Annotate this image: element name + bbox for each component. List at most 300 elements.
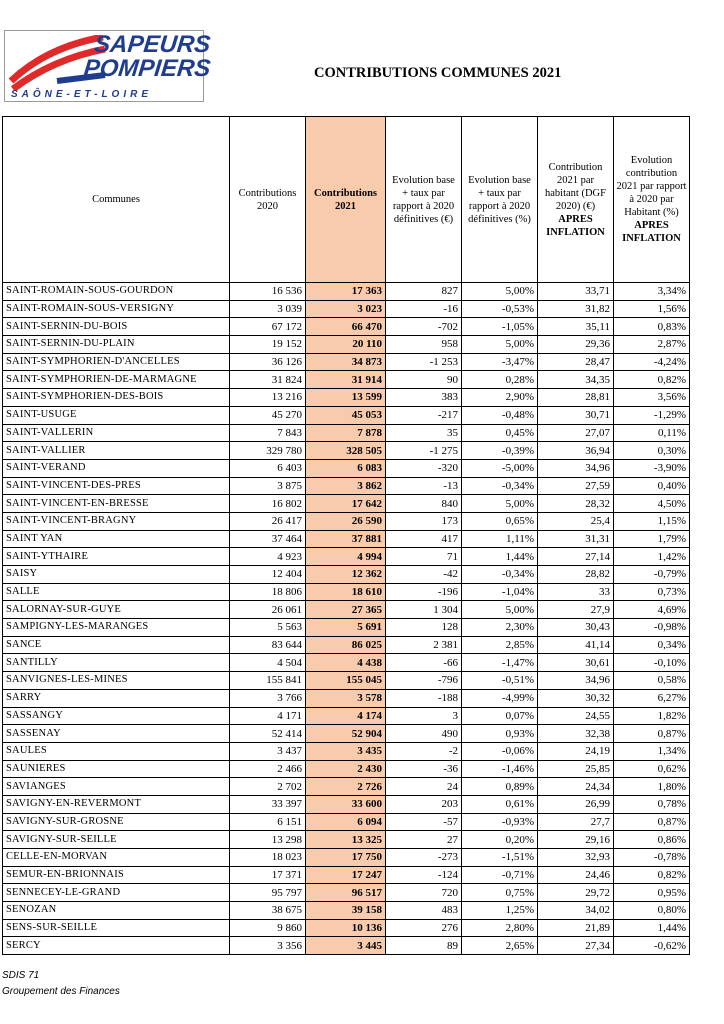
evolution-eur-cell: 490 (386, 725, 462, 743)
contribution-2020-cell: 67 172 (230, 318, 306, 336)
evolution-per-habitant-cell: 0,82% (614, 371, 690, 389)
contribution-per-habitant-cell: 27,07 (538, 424, 614, 442)
contribution-2021-cell: 26 590 (306, 512, 386, 530)
contribution-per-habitant-cell: 27,7 (538, 813, 614, 831)
evolution-eur-cell: -36 (386, 760, 462, 778)
contribution-2021-cell: 10 136 (306, 919, 386, 937)
commune-name-cell: SALLE (3, 583, 230, 601)
evolution-pct-cell: 0,93% (462, 725, 538, 743)
commune-name-cell: SANCE (3, 636, 230, 654)
commune-name-cell: SARRY (3, 689, 230, 707)
contribution-2020-cell: 36 126 (230, 353, 306, 371)
commune-name-cell: SAINT-USUGE (3, 406, 230, 424)
contribution-2021-cell: 6 094 (306, 813, 386, 831)
table-row (3, 831, 690, 849)
evolution-pct-cell: 2,30% (462, 619, 538, 637)
commune-name-cell: SAMPIGNY-LES-MARANGES (3, 619, 230, 637)
evolution-per-habitant-cell: -0,79% (614, 566, 690, 584)
contribution-2021-cell: 4 174 (306, 707, 386, 725)
contribution-2021-cell: 2 430 (306, 760, 386, 778)
contribution-per-habitant-cell: 24,46 (538, 866, 614, 884)
header-per-hab-text: Contribution 2021 par habitant (DGF 2020) (€) (545, 161, 606, 212)
evolution-pct-cell: -3,47% (462, 353, 538, 371)
evolution-pct-cell: 0,75% (462, 884, 538, 902)
header-contributions-2020: Contributions 2020 (230, 117, 306, 283)
commune-name-cell: SAINT-VINCENT-DES-PRES (3, 477, 230, 495)
evolution-pct-cell: 5,00% (462, 336, 538, 354)
contribution-2021-cell: 2 726 (306, 778, 386, 796)
evolution-per-habitant-cell: -1,29% (614, 406, 690, 424)
commune-name-cell: SAVIGNY-SUR-SEILLE (3, 831, 230, 849)
contribution-2021-cell: 33 600 (306, 795, 386, 813)
contribution-2020-cell: 3 437 (230, 742, 306, 760)
commune-name-cell: SASSENAY (3, 725, 230, 743)
evolution-eur-cell: 24 (386, 778, 462, 796)
evolution-pct-cell: -0,06% (462, 742, 538, 760)
contribution-2021-cell: 27 365 (306, 601, 386, 619)
contribution-2021-cell: 7 878 (306, 424, 386, 442)
evolution-per-habitant-cell: 0,40% (614, 477, 690, 495)
table-row (3, 512, 690, 530)
contribution-per-habitant-cell: 27,59 (538, 477, 614, 495)
evolution-pct-cell: 0,89% (462, 778, 538, 796)
contribution-per-habitant-cell: 31,82 (538, 300, 614, 318)
contribution-per-habitant-cell: 36,94 (538, 442, 614, 460)
evolution-per-habitant-cell: 0,80% (614, 902, 690, 920)
table-row (3, 353, 690, 371)
contribution-per-habitant-cell: 30,71 (538, 406, 614, 424)
evolution-eur-cell: 27 (386, 831, 462, 849)
evolution-pct-cell: -1,47% (462, 654, 538, 672)
commune-name-cell: SAINT-SYMPHORIEN-D'ANCELLES (3, 353, 230, 371)
evolution-pct-cell: 0,61% (462, 795, 538, 813)
evolution-pct-cell: -0,93% (462, 813, 538, 831)
table-row (3, 689, 690, 707)
contribution-2020-cell: 3 875 (230, 477, 306, 495)
evolution-pct-cell: 5,00% (462, 601, 538, 619)
evolution-per-habitant-cell: 1,56% (614, 300, 690, 318)
table-row (3, 548, 690, 566)
evolution-eur-cell: 840 (386, 495, 462, 513)
commune-name-cell: SAUNIERES (3, 760, 230, 778)
evolution-per-habitant-cell: 1,79% (614, 530, 690, 548)
contribution-per-habitant-cell: 25,85 (538, 760, 614, 778)
contribution-2020-cell: 6 403 (230, 459, 306, 477)
evolution-per-habitant-cell: -0,10% (614, 654, 690, 672)
contribution-per-habitant-cell: 28,81 (538, 389, 614, 407)
contribution-2020-cell: 19 152 (230, 336, 306, 354)
table-row (3, 760, 690, 778)
evolution-eur-cell: -124 (386, 866, 462, 884)
evolution-per-habitant-cell: -0,62% (614, 937, 690, 955)
contribution-2020-cell: 83 644 (230, 636, 306, 654)
evolution-pct-cell: -0,48% (462, 406, 538, 424)
commune-name-cell: SAVIANGES (3, 778, 230, 796)
evolution-per-habitant-cell: 3,56% (614, 389, 690, 407)
commune-name-cell: SAINT-SERNIN-DU-PLAIN (3, 336, 230, 354)
commune-name-cell: SAINT-VERAND (3, 459, 230, 477)
evolution-eur-cell: -188 (386, 689, 462, 707)
commune-name-cell: SAINT-ROMAIN-SOUS-VERSIGNY (3, 300, 230, 318)
contribution-2020-cell: 26 417 (230, 512, 306, 530)
evolution-pct-cell: -0,71% (462, 866, 538, 884)
contribution-2021-cell: 45 053 (306, 406, 386, 424)
evolution-per-habitant-cell: 0,58% (614, 672, 690, 690)
contribution-2020-cell: 38 675 (230, 902, 306, 920)
evolution-per-habitant-cell: 1,82% (614, 707, 690, 725)
evolution-per-habitant-cell: 1,44% (614, 919, 690, 937)
contribution-2020-cell: 4 171 (230, 707, 306, 725)
table-row (3, 725, 690, 743)
evolution-per-habitant-cell: 0,87% (614, 725, 690, 743)
commune-name-cell: SAINT YAN (3, 530, 230, 548)
evolution-pct-cell: 1,25% (462, 902, 538, 920)
table-row (3, 318, 690, 336)
table-row (3, 283, 690, 301)
contribution-2021-cell: 3 445 (306, 937, 386, 955)
contribution-2020-cell: 37 464 (230, 530, 306, 548)
commune-name-cell: SENNECEY-LE-GRAND (3, 884, 230, 902)
table-row (3, 742, 690, 760)
table-row (3, 937, 690, 955)
contribution-per-habitant-cell: 29,16 (538, 831, 614, 849)
evolution-eur-cell: 958 (386, 336, 462, 354)
evolution-pct-cell: 1,44% (462, 548, 538, 566)
table-row (3, 300, 690, 318)
evolution-eur-cell: 128 (386, 619, 462, 637)
evolution-eur-cell: 1 304 (386, 601, 462, 619)
evolution-eur-cell: 483 (386, 902, 462, 920)
contribution-2021-cell: 5 691 (306, 619, 386, 637)
header-evolution-eur: Evolution base + taux par rapport à 2020 définitives (€) (386, 117, 462, 283)
table-row (3, 795, 690, 813)
contribution-per-habitant-cell: 30,32 (538, 689, 614, 707)
evolution-eur-cell: -702 (386, 318, 462, 336)
table-row (3, 566, 690, 584)
contribution-2020-cell: 18 806 (230, 583, 306, 601)
contribution-per-habitant-cell: 27,9 (538, 601, 614, 619)
sdis-logo (4, 30, 212, 102)
evolution-eur-cell: -13 (386, 477, 462, 495)
contribution-2021-cell: 12 362 (306, 566, 386, 584)
commune-name-cell: SAVIGNY-EN-REVERMONT (3, 795, 230, 813)
evolution-per-habitant-cell: -3,90% (614, 459, 690, 477)
contribution-2020-cell: 9 860 (230, 919, 306, 937)
evolution-per-habitant-cell: 0,83% (614, 318, 690, 336)
contribution-per-habitant-cell: 34,02 (538, 902, 614, 920)
contribution-per-habitant-cell: 30,61 (538, 654, 614, 672)
commune-name-cell: SANTILLY (3, 654, 230, 672)
contribution-2020-cell: 45 270 (230, 406, 306, 424)
evolution-eur-cell: -66 (386, 654, 462, 672)
evolution-pct-cell: 2,65% (462, 937, 538, 955)
contribution-2021-cell: 13 599 (306, 389, 386, 407)
table-row (3, 389, 690, 407)
evolution-per-habitant-cell: 0,87% (614, 813, 690, 831)
evolution-per-habitant-cell: 0,95% (614, 884, 690, 902)
evolution-pct-cell: -1,04% (462, 583, 538, 601)
evolution-pct-cell: 2,80% (462, 919, 538, 937)
contribution-2020-cell: 33 397 (230, 795, 306, 813)
table-row (3, 406, 690, 424)
evolution-eur-cell: 3 (386, 707, 462, 725)
header-evolution-per-habitant (614, 117, 690, 283)
header-per-hab-bold: APRES INFLATION (546, 213, 605, 238)
footer-org: SDIS 71 (2, 970, 40, 981)
contribution-2020-cell: 7 843 (230, 424, 306, 442)
logo-line2: POMPIERS (82, 55, 212, 82)
contribution-2020-cell: 18 023 (230, 849, 306, 867)
evolution-pct-cell: -1,51% (462, 849, 538, 867)
footer-dept: Groupement des Finances (2, 986, 120, 997)
table-row (3, 424, 690, 442)
evolution-per-habitant-cell: 0,62% (614, 760, 690, 778)
evolution-pct-cell: 5,00% (462, 495, 538, 513)
contribution-per-habitant-cell: 24,34 (538, 778, 614, 796)
evolution-per-habitant-cell: 0,86% (614, 831, 690, 849)
table-row (3, 636, 690, 654)
contribution-2020-cell: 31 824 (230, 371, 306, 389)
contribution-2020-cell: 17 371 (230, 866, 306, 884)
commune-name-cell: SAINT-YTHAIRE (3, 548, 230, 566)
evolution-eur-cell: 71 (386, 548, 462, 566)
evolution-pct-cell: -4,99% (462, 689, 538, 707)
evolution-per-habitant-cell: 0,78% (614, 795, 690, 813)
evolution-eur-cell: -16 (386, 300, 462, 318)
evolution-eur-cell: 276 (386, 919, 462, 937)
evolution-eur-cell: -42 (386, 566, 462, 584)
commune-name-cell: SENS-SUR-SEILLE (3, 919, 230, 937)
table-row (3, 371, 690, 389)
contribution-2021-cell: 37 881 (306, 530, 386, 548)
contribution-2020-cell: 13 298 (230, 831, 306, 849)
contribution-2020-cell: 2 702 (230, 778, 306, 796)
evolution-eur-cell: 89 (386, 937, 462, 955)
commune-name-cell: SAISY (3, 566, 230, 584)
evolution-per-habitant-cell: 2,87% (614, 336, 690, 354)
evolution-eur-cell: 90 (386, 371, 462, 389)
contribution-2020-cell: 329 780 (230, 442, 306, 460)
table-row (3, 442, 690, 460)
contribution-2021-cell: 17 642 (306, 495, 386, 513)
contributions-table (2, 116, 690, 955)
evolution-eur-cell: -796 (386, 672, 462, 690)
table-row (3, 672, 690, 690)
table-row (3, 336, 690, 354)
commune-name-cell: SEMUR-EN-BRIONNAIS (3, 866, 230, 884)
contribution-2020-cell: 3 356 (230, 937, 306, 955)
evolution-per-habitant-cell: 0,11% (614, 424, 690, 442)
commune-name-cell: SAINT-VINCENT-EN-BRESSE (3, 495, 230, 513)
commune-name-cell: SAINT-VALLIER (3, 442, 230, 460)
contribution-2021-cell: 17 247 (306, 866, 386, 884)
table-row (3, 902, 690, 920)
evolution-per-habitant-cell: 4,69% (614, 601, 690, 619)
logo-subtitle: SAÔNE-ET-LOIRE (11, 89, 153, 100)
contribution-2021-cell: 3 435 (306, 742, 386, 760)
contribution-per-habitant-cell: 32,38 (538, 725, 614, 743)
contribution-per-habitant-cell: 29,72 (538, 884, 614, 902)
evolution-pct-cell: -5,00% (462, 459, 538, 477)
contribution-per-habitant-cell: 26,99 (538, 795, 614, 813)
table-row (3, 495, 690, 513)
contribution-2021-cell: 3 578 (306, 689, 386, 707)
contribution-2020-cell: 16 802 (230, 495, 306, 513)
evolution-pct-cell: 0,20% (462, 831, 538, 849)
logo-line1: SAPEURS (92, 31, 212, 58)
table-row (3, 530, 690, 548)
footer (2, 968, 120, 1000)
contribution-2021-cell: 66 470 (306, 318, 386, 336)
evolution-pct-cell: 0,45% (462, 424, 538, 442)
contribution-2020-cell: 16 536 (230, 283, 306, 301)
commune-name-cell: SASSANGY (3, 707, 230, 725)
header-communes: Communes (3, 117, 230, 283)
contribution-2020-cell: 3 039 (230, 300, 306, 318)
header-contributions-2021: Contributions 2021 (306, 117, 386, 283)
table-row (3, 778, 690, 796)
commune-name-cell: SAULES (3, 742, 230, 760)
table-row (3, 583, 690, 601)
contribution-per-habitant-cell: 41,14 (538, 636, 614, 654)
commune-name-cell: SAVIGNY-SUR-GROSNE (3, 813, 230, 831)
evolution-pct-cell: -0,34% (462, 477, 538, 495)
commune-name-cell: SANVIGNES-LES-MINES (3, 672, 230, 690)
contribution-per-habitant-cell: 28,32 (538, 495, 614, 513)
contribution-2021-cell: 328 505 (306, 442, 386, 460)
table-row (3, 813, 690, 831)
evolution-pct-cell: -0,34% (462, 566, 538, 584)
evolution-eur-cell: -273 (386, 849, 462, 867)
evolution-per-habitant-cell: 1,34% (614, 742, 690, 760)
contribution-per-habitant-cell: 31,31 (538, 530, 614, 548)
contribution-2020-cell: 13 216 (230, 389, 306, 407)
header-evo-hab-text: Evolution contribution 2021 par rapport à 2020 par Habitant (%) (616, 155, 687, 218)
evolution-pct-cell: 0,07% (462, 707, 538, 725)
evolution-per-habitant-cell: 1,80% (614, 778, 690, 796)
table-row (3, 884, 690, 902)
logo-wordmark (82, 31, 214, 82)
evolution-per-habitant-cell: 1,15% (614, 512, 690, 530)
evolution-pct-cell: -1,46% (462, 760, 538, 778)
contribution-2021-cell: 4 994 (306, 548, 386, 566)
contribution-per-habitant-cell: 27,34 (538, 937, 614, 955)
commune-name-cell: SAINT-ROMAIN-SOUS-GOURDON (3, 283, 230, 301)
evolution-eur-cell: -1 253 (386, 353, 462, 371)
contribution-per-habitant-cell: 34,35 (538, 371, 614, 389)
contribution-2020-cell: 155 841 (230, 672, 306, 690)
commune-name-cell: SAINT-SERNIN-DU-BOIS (3, 318, 230, 336)
commune-name-cell: SAINT-VALLERIN (3, 424, 230, 442)
contribution-per-habitant-cell: 34,96 (538, 459, 614, 477)
table-row (3, 654, 690, 672)
evolution-pct-cell: -0,53% (462, 300, 538, 318)
contribution-per-habitant-cell: 28,47 (538, 353, 614, 371)
evolution-per-habitant-cell: 0,30% (614, 442, 690, 460)
header-contribution-per-habitant (538, 117, 614, 283)
contribution-per-habitant-cell: 27,14 (538, 548, 614, 566)
evolution-per-habitant-cell: 0,34% (614, 636, 690, 654)
contribution-2021-cell: 34 873 (306, 353, 386, 371)
contribution-2021-cell: 155 045 (306, 672, 386, 690)
evolution-eur-cell: 173 (386, 512, 462, 530)
contribution-per-habitant-cell: 25,4 (538, 512, 614, 530)
evolution-per-habitant-cell: -4,24% (614, 353, 690, 371)
table-row (3, 601, 690, 619)
evolution-eur-cell: -320 (386, 459, 462, 477)
contribution-2021-cell: 86 025 (306, 636, 386, 654)
contribution-2021-cell: 39 158 (306, 902, 386, 920)
contribution-2020-cell: 6 151 (230, 813, 306, 831)
evolution-per-habitant-cell: 6,27% (614, 689, 690, 707)
table-row (3, 619, 690, 637)
contribution-2020-cell: 52 414 (230, 725, 306, 743)
table-row (3, 919, 690, 937)
table-row (3, 459, 690, 477)
contribution-per-habitant-cell: 24,55 (538, 707, 614, 725)
evolution-per-habitant-cell: -0,78% (614, 849, 690, 867)
table-row (3, 707, 690, 725)
table-row (3, 477, 690, 495)
header-evolution-pct: Evolution base + taux par rapport à 2020 définitives (%) (462, 117, 538, 283)
contribution-per-habitant-cell: 33 (538, 583, 614, 601)
commune-name-cell: SAINT-SYMPHORIEN-DE-MARMAGNE (3, 371, 230, 389)
table-row (3, 866, 690, 884)
evolution-eur-cell: 2 381 (386, 636, 462, 654)
contribution-per-habitant-cell: 24,19 (538, 742, 614, 760)
evolution-pct-cell: -1,05% (462, 318, 538, 336)
table-header-row (3, 117, 690, 283)
commune-name-cell: SAINT-VINCENT-BRAGNY (3, 512, 230, 530)
evolution-pct-cell: 1,11% (462, 530, 538, 548)
contribution-2021-cell: 18 610 (306, 583, 386, 601)
evolution-per-habitant-cell: -0,98% (614, 619, 690, 637)
evolution-eur-cell: -57 (386, 813, 462, 831)
evolution-per-habitant-cell: 4,50% (614, 495, 690, 513)
page-title: CONTRIBUTIONS COMMUNES 2021 (314, 65, 562, 81)
evolution-pct-cell: 2,85% (462, 636, 538, 654)
evolution-per-habitant-cell: 0,73% (614, 583, 690, 601)
evolution-eur-cell: 827 (386, 283, 462, 301)
evolution-eur-cell: 417 (386, 530, 462, 548)
contribution-per-habitant-cell: 33,71 (538, 283, 614, 301)
contribution-per-habitant-cell: 28,82 (538, 566, 614, 584)
contribution-2021-cell: 52 904 (306, 725, 386, 743)
contribution-per-habitant-cell: 35,11 (538, 318, 614, 336)
commune-name-cell: SERCY (3, 937, 230, 955)
commune-name-cell: SENOZAN (3, 902, 230, 920)
evolution-pct-cell: 2,90% (462, 389, 538, 407)
header-evo-hab-bold: APRES INFLATION (622, 220, 681, 244)
evolution-per-habitant-cell: 3,34% (614, 283, 690, 301)
contribution-2021-cell: 17 363 (306, 283, 386, 301)
contribution-2020-cell: 4 504 (230, 654, 306, 672)
contribution-2020-cell: 3 766 (230, 689, 306, 707)
contribution-2020-cell: 26 061 (230, 601, 306, 619)
contribution-2021-cell: 3 023 (306, 300, 386, 318)
contribution-2021-cell: 4 438 (306, 654, 386, 672)
contribution-2020-cell: 12 404 (230, 566, 306, 584)
contribution-2021-cell: 6 083 (306, 459, 386, 477)
evolution-eur-cell: 203 (386, 795, 462, 813)
contribution-2021-cell: 20 110 (306, 336, 386, 354)
commune-name-cell: SALORNAY-SUR-GUYE (3, 601, 230, 619)
contribution-per-habitant-cell: 32,93 (538, 849, 614, 867)
evolution-pct-cell: -0,39% (462, 442, 538, 460)
contribution-per-habitant-cell: 30,43 (538, 619, 614, 637)
evolution-eur-cell: 35 (386, 424, 462, 442)
evolution-per-habitant-cell: 1,42% (614, 548, 690, 566)
